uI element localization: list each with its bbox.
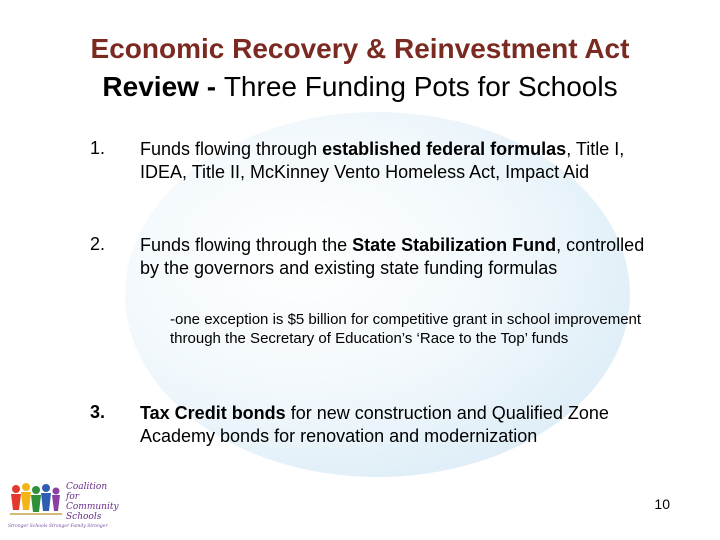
logo-line-3: Community (66, 502, 119, 512)
item-3-text (140, 402, 660, 448)
logo-line-1: Coalition (66, 482, 108, 492)
item-3-post: for new construction and Qualified Zone Academy bonds for renovation and modernization (140, 403, 609, 446)
item-1-bold: established federal formulas (322, 139, 567, 159)
title-line-2-rest: Three Funding Pots for Schools (223, 71, 618, 102)
logo-tagline: Stronger Schools Stronger Family Stronger (8, 524, 108, 529)
item-1-number: 1. (90, 138, 106, 158)
item-2-subnote: -one exception is $5 billion for competitive grant in school improvement through the Secretary of Education’s ‘Race to the Top’ funds (170, 311, 642, 347)
item-1-pre: Funds flowing through (140, 139, 323, 159)
title-line-1: Economic Recovery & Reinvestment Act (90, 33, 630, 64)
item-3-bold: Tax Credit bonds (140, 403, 286, 423)
item-2-pre: Funds flowing through the (140, 235, 353, 255)
item-2-post: , controlled by the governors and existing state funding formulas (140, 235, 645, 278)
item-3-number: 3. (90, 402, 106, 422)
logo-text (66, 482, 119, 522)
item-1-text (140, 138, 660, 184)
item-1-post: , Title I, IDEA, Title II, McKinney Vento Homeless Act, Impact Aid (140, 139, 625, 182)
title-line-2 (0, 68, 720, 106)
item-2-bold: State Stabilization Fund (352, 235, 557, 255)
page-number: 10 (654, 496, 670, 512)
logo-line-4: Schools (66, 512, 102, 522)
item-2-number: 2. (90, 234, 106, 254)
children-figures-icon (8, 480, 64, 524)
title-line-2-bold: Review - (102, 71, 224, 102)
logo-line-2: for (66, 492, 80, 502)
slide-title (0, 30, 720, 106)
item-2-text (140, 234, 660, 280)
coalition-logo (8, 480, 128, 532)
